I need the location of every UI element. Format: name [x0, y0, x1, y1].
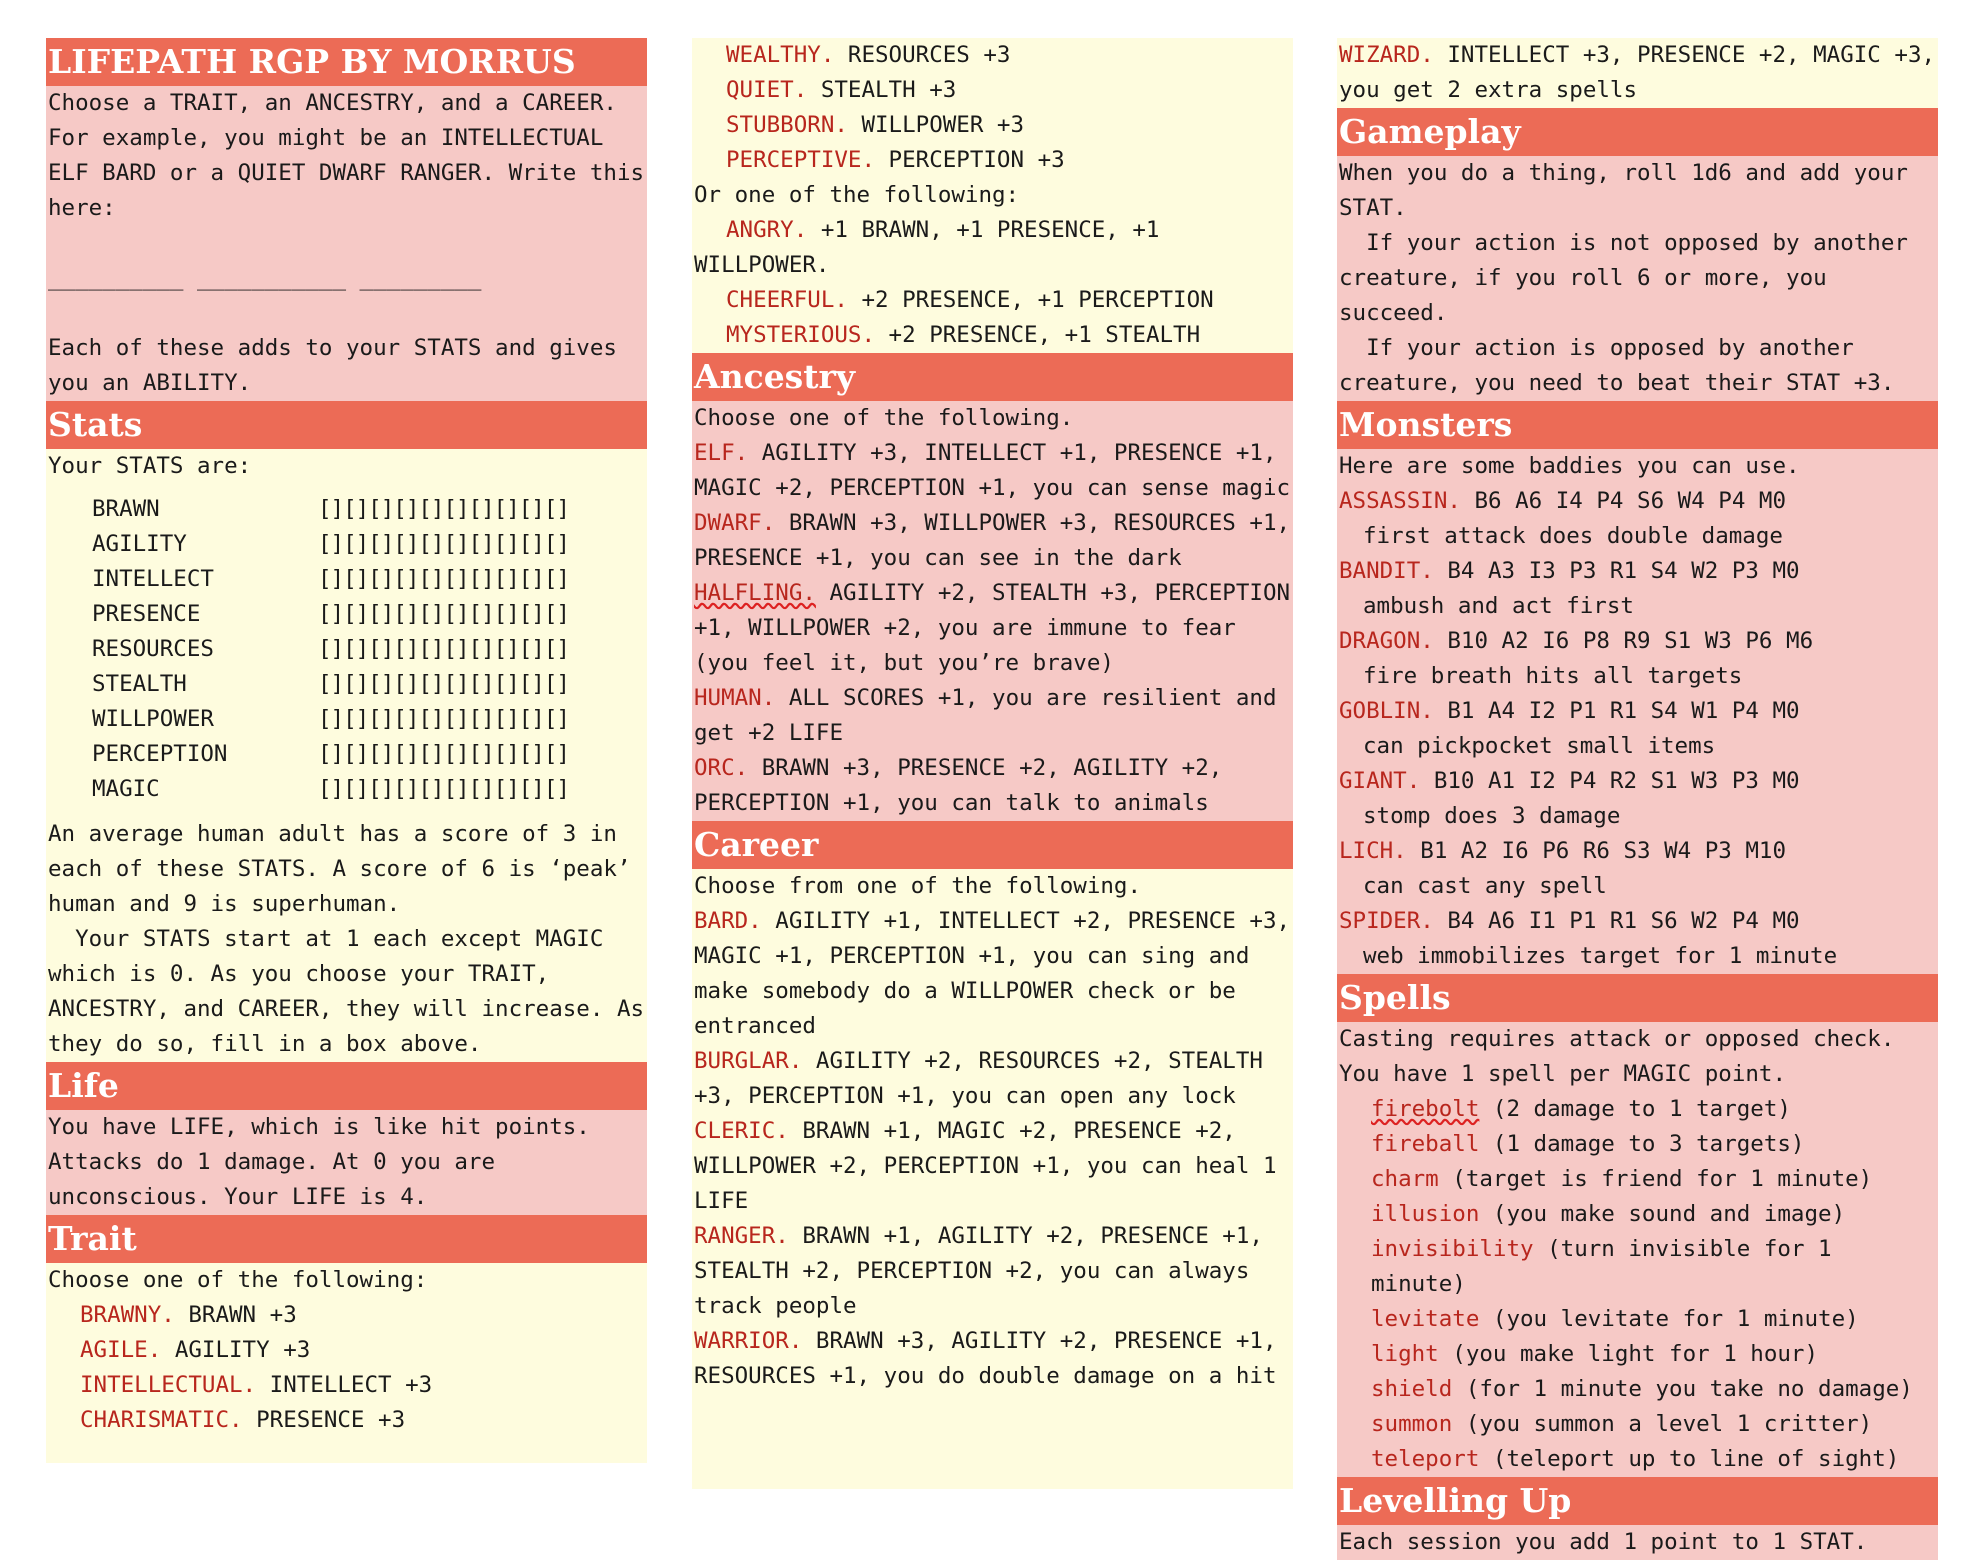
career-name: BARD.: [694, 908, 762, 934]
stat-row: [92, 772, 645, 807]
career-effect: BRAWN +1, AGILITY +2, PRESENCE +1, STEALTH +2, PERCEPTION +2, you can always track people: [694, 1223, 1277, 1319]
levelling-text: Each session you add 1 point to 1 STAT.: [1339, 1529, 1868, 1555]
monster-name: SPIDER.: [1339, 908, 1434, 934]
monster-name: DRAGON.: [1339, 628, 1434, 654]
ancestry-item: [694, 751, 1291, 821]
monster-item: [1339, 484, 1936, 519]
career-item: [1339, 38, 1949, 108]
monster-stats: B1 A2 I6 P6 R6 S3 W4 P3 M10: [1406, 838, 1787, 864]
life-header: Life: [46, 1062, 647, 1110]
monster-stats: B4 A3 I3 P3 R1 S4 W2 P3 M0: [1433, 558, 1800, 584]
stat-name: RESOURCES: [92, 636, 214, 662]
spell-item: [1339, 1197, 1936, 1232]
monster-ability: can cast any spell: [1363, 873, 1607, 899]
ancestry-name: DWARF.: [694, 510, 776, 536]
spell-effect: (teleport up to line of sight): [1479, 1446, 1900, 1472]
career-item: [694, 904, 1304, 1044]
monster-ability: ambush and act first: [1363, 593, 1634, 619]
monsters-intro: Here are some baddies you can use.: [1339, 453, 1800, 479]
gameplay-paragraph-1: When you do a thing, roll 1d6 and add your STAT.: [1339, 160, 1922, 221]
career-effect: INTELLECT +3, PRESENCE +2, MAGIC +3, you get 2 extra spells: [1339, 42, 1949, 103]
stat-name: AGILITY: [92, 531, 187, 557]
levelling-block: [1337, 1525, 1938, 1560]
spell-effect: (1 damage to 3 targets): [1479, 1131, 1805, 1157]
spells-block: [1337, 1022, 1938, 1477]
monster-ability: first attack does double damage: [1363, 523, 1783, 549]
spell-effect: (turn invisible for 1 minute): [1371, 1236, 1846, 1297]
monsters-block: [1337, 449, 1938, 974]
stat-boxes[interactable]: [][][][][][][][][][]: [318, 566, 569, 592]
ancestry-effect: ALL SCORES +1, you are resilient and get +2 LIFE: [694, 685, 1291, 746]
career-effect: BRAWN +1, MAGIC +2, PRESENCE +2, WILLPOWER +2, PERCEPTION +1, you can heal 1 LIFE: [694, 1118, 1291, 1214]
intro-block: [46, 86, 658, 401]
spell-item: [1339, 1092, 1936, 1127]
career-name: CLERIC.: [694, 1118, 789, 1144]
ancestry-name: ELF.: [694, 440, 749, 466]
ancestry-intro: Choose one of the following.: [694, 405, 1074, 431]
spells-header: Spells: [1337, 974, 1938, 1022]
monster-stats: B1 A4 I2 P1 R1 S4 W1 P4 M0: [1433, 698, 1800, 724]
monster-ability: can pickpocket small items: [1363, 733, 1716, 759]
trait-name: AGILE.: [80, 1337, 162, 1363]
spell-effect: (you summon a level 1 critter): [1452, 1411, 1873, 1437]
ancestry-effect: AGILITY +2, STEALTH +3, PERCEPTION +1, WILLPOWER +2, you are immune to fear (you feel it, but you’re brave): [694, 580, 1304, 676]
spell-effect: (2 damage to 1 target): [1479, 1096, 1791, 1122]
career-block-2: [1337, 38, 1949, 108]
spell-item: [1339, 1302, 1936, 1337]
gameplay-paragraph-2: If your action is not opposed by another creature, if you roll 6 or more, you succeed.: [1339, 230, 1922, 326]
career-effect: BRAWN +3, AGILITY +2, PRESENCE +1, RESOURCES +1, you do double damage on a hit: [694, 1328, 1291, 1389]
trait-item: [694, 143, 1291, 178]
stat-name: MAGIC: [92, 776, 160, 802]
life-text: You have LIFE, which is like hit points. Attacks do 1 damage. At 0 you are unconscious. Your LIFE is 4.: [48, 1114, 604, 1210]
spell-item: [1339, 1442, 1936, 1477]
intro-text: Choose a TRAIT, an ANCESTRY, and a CAREER. For example, you might be an INTELLECTUAL ELF BARD or a QUIET DWARF RANGER. Write this here:: [48, 90, 658, 221]
stat-row: [92, 737, 645, 772]
trait-intro-2: Or one of the following:: [694, 182, 1020, 208]
levelling-header: Levelling Up: [1337, 1477, 1938, 1525]
stat-name: WILLPOWER: [92, 706, 214, 732]
career-effect: AGILITY +1, INTELLECT +2, PRESENCE +3, MAGIC +1, PERCEPTION +1, you can sing and make somebody do a WILLPOWER check or be entranced: [694, 908, 1304, 1039]
monster-item: [1339, 764, 1936, 799]
spell-name: invisibility: [1371, 1236, 1534, 1262]
trait-item: [694, 213, 1291, 283]
spell-name: firebolt: [1371, 1096, 1480, 1122]
career-name: WARRIOR.: [694, 1328, 803, 1354]
stats-intro: Your STATS are:: [48, 453, 252, 479]
career-intro: Choose from one of the following.: [694, 873, 1142, 899]
spell-name: fireball: [1371, 1131, 1480, 1157]
trait-effect: STEALTH +3: [807, 77, 957, 103]
stat-boxes[interactable]: [][][][][][][][][][]: [318, 671, 569, 697]
monster-item: [1339, 904, 1936, 939]
monster-item: [1339, 554, 1936, 589]
trait-name: MYSTERIOUS.: [726, 322, 876, 348]
spell-item: [1339, 1407, 1936, 1442]
intro-text-2: Each of these adds to your STATS and gives you an ABILITY.: [48, 335, 631, 396]
trait-name: ANGRY.: [726, 217, 808, 243]
career-name: WIZARD.: [1339, 42, 1434, 68]
monsters-header: Monsters: [1337, 401, 1938, 449]
column-1: [46, 38, 658, 1497]
monster-stats: B10 A1 I2 P4 R2 S1 W3 P3 M0: [1420, 768, 1800, 794]
column-2: [692, 38, 1304, 1497]
monster-name: BANDIT.: [1339, 558, 1434, 584]
trait-intro: Choose one of the following:: [48, 1267, 428, 1293]
trait-item: [48, 1403, 645, 1438]
monster-name: GOBLIN.: [1339, 698, 1434, 724]
monster-stats: B10 A2 I6 P8 R9 S1 W3 P6 M6: [1433, 628, 1814, 654]
stat-boxes[interactable]: [][][][][][][][][][]: [318, 741, 569, 767]
monster-name: LICH.: [1339, 838, 1407, 864]
trait-name: INTELLECTUAL.: [80, 1372, 257, 1398]
monster-stats: B4 A6 I1 P1 R1 S6 W2 P4 M0: [1433, 908, 1800, 934]
trait-name: QUIET.: [726, 77, 808, 103]
spell-name: teleport: [1371, 1446, 1480, 1472]
trait-block-1: [46, 1263, 647, 1463]
stats-paragraph-2: Your STATS start at 1 each except MAGIC which is 0. As you choose your TRAIT, ANCESTRY, and CAREER, they will increase. As they do so, fill in a box above.: [48, 926, 658, 1057]
stat-row: [92, 492, 645, 527]
trait-item: [48, 1298, 645, 1333]
monster-ability: stomp does 3 damage: [1363, 803, 1621, 829]
monster-ability: web immobilizes target for 1 minute: [1363, 943, 1838, 969]
intro-blanks[interactable]: __________ ___________ _________: [48, 265, 482, 291]
career-item: [694, 1324, 1291, 1394]
stats-list: [92, 492, 645, 807]
monster-stats: B6 A6 I4 P4 S6 W4 P4 M0: [1460, 488, 1787, 514]
spell-item: [1339, 1127, 1936, 1162]
spell-name: illusion: [1371, 1201, 1480, 1227]
stat-boxes[interactable]: [][][][][][][][][][]: [318, 601, 569, 627]
stat-boxes[interactable]: [][][][][][][][][][]: [318, 531, 569, 557]
stat-name: STEALTH: [92, 671, 187, 697]
monster-item: [1339, 834, 1936, 869]
monster-name: GIANT.: [1339, 768, 1421, 794]
ancestry-name: HUMAN.: [694, 685, 776, 711]
trait-item: [694, 108, 1291, 143]
career-header: Career: [692, 821, 1293, 869]
career-effect: AGILITY +2, RESOURCES +2, STEALTH +3, PERCEPTION +1, you can open any lock: [694, 1048, 1277, 1109]
ancestry-name: ORC.: [694, 755, 749, 781]
monster-item: [1339, 624, 1936, 659]
stat-boxes[interactable]: [][][][][][][][][][]: [318, 636, 569, 662]
trait-effect: WILLPOWER +3: [847, 112, 1025, 138]
trait-effect: +2 PRESENCE, +1 STEALTH: [875, 322, 1201, 348]
trait-name: PERCEPTIVE.: [726, 147, 876, 173]
spell-name: light: [1371, 1341, 1439, 1367]
spell-effect: (target is friend for 1 minute): [1438, 1166, 1873, 1192]
gameplay-paragraph-3: If your action is opposed by another creature, you need to beat their STAT +3.: [1339, 335, 1895, 396]
gameplay-header: Gameplay: [1337, 108, 1938, 156]
ancestry-effect: AGILITY +3, INTELLECT +1, PRESENCE +1, MAGIC +2, PERCEPTION +1, you can sense magic: [694, 440, 1291, 501]
spell-name: shield: [1371, 1376, 1453, 1402]
ancestry-item: [694, 576, 1304, 681]
spell-effect: (you make sound and image): [1479, 1201, 1846, 1227]
stat-row: [92, 702, 645, 737]
stat-name: BRAWN: [92, 496, 160, 522]
trait-name: WEALTHY.: [726, 42, 835, 68]
stats-paragraph-1: An average human adult has a score of 3 in each of these STATS. A score of 6 is ‘peak’ human and 9 is superhuman.: [48, 821, 645, 917]
ancestry-item: [694, 681, 1291, 751]
trait-effect: AGILITY +3: [161, 1337, 311, 1363]
ancestry-block: [692, 401, 1304, 821]
trait-name: BRAWNY.: [80, 1302, 175, 1328]
career-name: RANGER.: [694, 1223, 789, 1249]
stat-row: [92, 667, 645, 702]
ancestry-header: Ancestry: [692, 353, 1293, 401]
spell-effect: (for 1 minute you take no damage): [1452, 1376, 1913, 1402]
stats-block: [46, 449, 658, 1062]
life-block: [46, 1110, 647, 1215]
spell-item: [1339, 1337, 1936, 1372]
stat-name: PERCEPTION: [92, 741, 228, 767]
spell-name: levitate: [1371, 1306, 1480, 1332]
trait-header: Trait: [46, 1215, 647, 1263]
stat-name: PRESENCE: [92, 601, 201, 627]
trait-name: CHEERFUL.: [726, 287, 848, 313]
spell-item: [1339, 1232, 1936, 1302]
ancestry-item: [694, 506, 1304, 576]
career-item: [694, 1219, 1291, 1324]
stat-boxes[interactable]: [][][][][][][][][][]: [318, 496, 569, 522]
trait-effect: +2 PRESENCE, +1 PERCEPTION: [847, 287, 1214, 313]
trait-item: [694, 283, 1291, 318]
stat-row: [92, 597, 645, 632]
monster-name: ASSASSIN.: [1339, 488, 1461, 514]
spell-effect: (you levitate for 1 minute): [1479, 1306, 1859, 1332]
career-name: BURGLAR.: [694, 1048, 803, 1074]
column-3: [1337, 38, 1949, 1555]
spell-item: [1339, 1162, 1936, 1197]
monster-item: [1339, 694, 1936, 729]
stat-boxes[interactable]: [][][][][][][][][][]: [318, 706, 569, 732]
career-item: [694, 1114, 1291, 1219]
ancestry-name: HALFLING.: [694, 580, 816, 606]
ancestry-effect: BRAWN +3, PRESENCE +2, AGILITY +2, PERCEPTION +1, you can talk to animals: [694, 755, 1236, 816]
trait-name: STUBBORN.: [726, 112, 848, 138]
trait-effect: PERCEPTION +3: [875, 147, 1065, 173]
spell-name: charm: [1371, 1166, 1439, 1192]
trait-block-2: [692, 38, 1293, 353]
ancestry-item: [694, 436, 1291, 506]
career-block: [692, 869, 1304, 1489]
monster-ability: fire breath hits all targets: [1363, 663, 1743, 689]
stat-name: INTELLECT: [92, 566, 214, 592]
page-title: LIFEPATH RGP BY MORRUS: [46, 38, 647, 86]
trait-effect: PRESENCE +3: [242, 1407, 406, 1433]
spell-effect: (you make light for 1 hour): [1438, 1341, 1819, 1367]
ancestry-effect: BRAWN +3, WILLPOWER +3, RESOURCES +1, PRESENCE +1, you can see in the dark: [694, 510, 1304, 571]
trait-name: CHARISMATIC.: [80, 1407, 243, 1433]
stat-boxes[interactable]: [][][][][][][][][][]: [318, 776, 569, 802]
trait-effect: RESOURCES +3: [834, 42, 1011, 68]
trait-effect: BRAWN +3: [174, 1302, 297, 1328]
stat-row: [92, 632, 645, 667]
trait-item: [694, 318, 1291, 353]
stats-header: Stats: [46, 401, 647, 449]
spells-intro: Casting requires attack or opposed check. You have 1 spell per MAGIC point.: [1339, 1026, 1908, 1087]
spell-item: [1339, 1372, 1936, 1407]
trait-item: [48, 1368, 645, 1403]
trait-effect: +1 BRAWN, +1 PRESENCE, +1 WILLPOWER.: [694, 217, 1174, 278]
stat-row: [92, 562, 645, 597]
gameplay-block: [1337, 156, 1938, 401]
trait-item: [694, 38, 1291, 73]
career-item: [694, 1044, 1291, 1114]
trait-item: [694, 73, 1291, 108]
trait-item: [48, 1333, 645, 1368]
stat-row: [92, 527, 645, 562]
trait-effect: INTELLECT +3: [256, 1372, 433, 1398]
spell-name: summon: [1371, 1411, 1453, 1437]
